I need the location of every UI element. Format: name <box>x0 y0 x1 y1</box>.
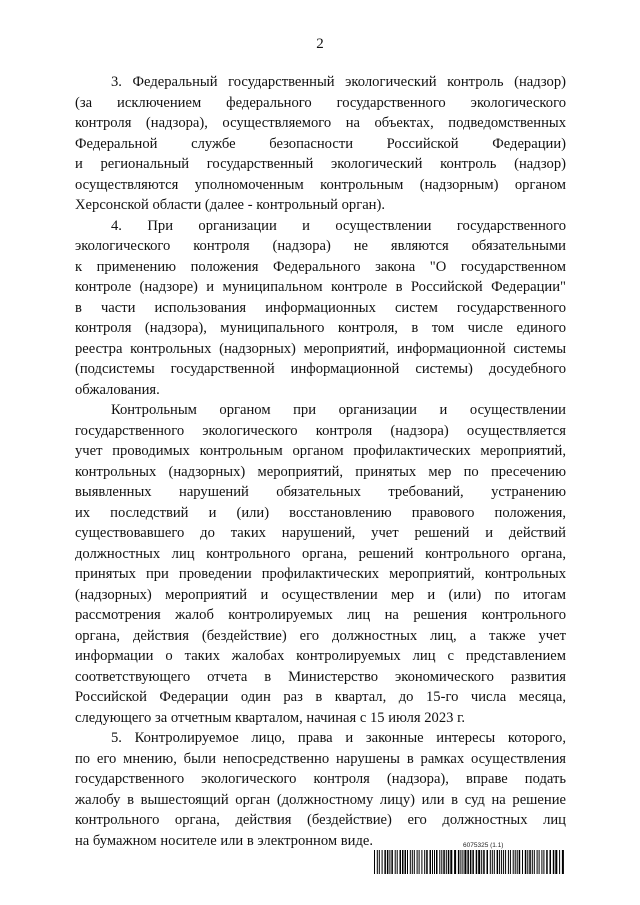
barcode-bar <box>402 850 404 874</box>
barcode-bar <box>430 850 432 874</box>
text-line: учет проводимых контрольным органом профилактических мероприятий, <box>75 443 566 459</box>
text-line: (подсистемы государственной информационной системы) досудебного <box>75 361 566 377</box>
barcode-bar <box>527 850 528 874</box>
barcode-bar <box>505 850 506 874</box>
barcode-bar <box>424 850 425 874</box>
barcode-bar <box>464 850 466 874</box>
text-line: их последствий и (или) восстановлению правового положения, <box>75 504 566 521</box>
text-line: государственного экологического контроля (надзора), вправе подать <box>75 771 566 787</box>
text-line: Федеральной службе безопасности Российской Федерации) <box>75 135 566 152</box>
barcode-bar <box>478 850 480 874</box>
text-line: должностных лиц контрольного органа, решений контрольного органа, <box>75 545 566 562</box>
paragraph-first-line: 3. Федеральный государственный экологический контроль (надзор) <box>111 74 566 90</box>
barcode-bar <box>434 850 435 874</box>
page-number: 2 <box>316 36 324 52</box>
document-body <box>75 72 566 851</box>
text-line: в части использования информационных систем государственного <box>75 299 566 316</box>
document-reference-number: 6075325 (1.1) <box>463 842 504 849</box>
barcode-bar <box>432 850 433 874</box>
barcode-bar <box>515 850 516 874</box>
text-line: принятых при проведении профилактических мероприятий, контрольных <box>75 566 566 582</box>
barcode-bar <box>443 850 445 874</box>
barcode-bar <box>541 850 542 874</box>
barcode-bar <box>513 850 514 874</box>
barcode-bar <box>417 850 418 874</box>
barcode-bar <box>410 850 411 874</box>
barcode-bar <box>555 850 557 874</box>
text-line: контрольного органа, действия (бездействие) его должностных лиц <box>75 812 566 828</box>
barcode-bar <box>503 850 504 874</box>
barcode-bar <box>436 850 438 874</box>
barcode-bar <box>534 850 535 874</box>
barcode-bar <box>519 850 521 874</box>
text-line: Российской Федерации один раз в квартал, до 15-го числа месяца, <box>75 689 566 705</box>
barcode-bar <box>476 850 478 874</box>
barcode-bar <box>517 850 518 874</box>
barcode-bar <box>407 850 408 874</box>
barcode-bar <box>391 850 393 874</box>
paragraph-first-line: 4. При организации и осуществлении государственного <box>111 217 566 234</box>
barcode-bar <box>483 850 485 874</box>
text-line: обжалования. <box>75 381 160 398</box>
text-line: контроле (надзоре) и муниципальном контроле в Российской Федерации" <box>75 279 566 295</box>
barcode-bar <box>537 850 538 874</box>
barcode-bar <box>441 850 442 874</box>
text-line: контрольных (надзорных) мероприятий, принятых мер по пресечению <box>75 463 566 480</box>
barcode-bar <box>446 850 447 874</box>
barcode-bar <box>525 850 527 874</box>
barcode-bar <box>412 850 413 874</box>
text-line: (за исключением федерального государственного экологического <box>75 94 566 111</box>
text-line: экологического контроля (надзора) не являются обязательными <box>75 238 566 254</box>
text-line: выявленных нарушений обязательных требований, устранению <box>75 484 566 500</box>
barcode-bar <box>382 850 383 874</box>
barcode-bar <box>539 850 540 874</box>
barcode-bar <box>543 850 544 874</box>
text-line: осуществляются уполномоченным контрольным (надзорным) органом <box>75 176 566 193</box>
barcode-bar <box>490 850 491 874</box>
text-line: на бумажном носителе или в электронном виде. <box>75 832 374 849</box>
barcode-bar <box>397 850 398 874</box>
barcode-bar <box>426 850 428 874</box>
barcode-bar <box>450 850 452 874</box>
text-line: реестра контрольных (надзорных) мероприятий, информационной системы <box>75 340 566 357</box>
barcode-bar <box>522 850 523 874</box>
barcode-bar <box>414 850 415 874</box>
text-line: государственного экологического контроля (надзора) осуществляется <box>75 422 566 439</box>
barcode <box>374 850 566 874</box>
text-line: следующего за отчетным кварталом, начиная с 15 июля 2023 г. <box>75 709 466 726</box>
text-line: к применению положения Федерального закона "О государственном <box>75 258 566 275</box>
barcode-bar <box>374 850 375 874</box>
barcode-bar <box>439 850 440 874</box>
barcode-bar <box>377 850 378 874</box>
barcode-bar <box>550 850 552 874</box>
text-line: существовавшего до таких нарушений, учет решений и действий <box>75 525 566 541</box>
barcode-bar <box>559 850 560 874</box>
barcode-bar <box>508 850 509 874</box>
barcode-bar <box>532 850 533 874</box>
text-line: информации о таких жалобах контролируемых лиц с представлением <box>75 648 566 664</box>
barcode-bar <box>462 850 463 874</box>
barcode-bar <box>481 850 482 874</box>
barcode-bar <box>499 850 500 874</box>
barcode-bar <box>387 850 389 874</box>
barcode-bar <box>497 850 499 874</box>
text-line: и региональный государственный экологический контроль (надзор) <box>75 156 566 172</box>
barcode-bar <box>546 850 548 874</box>
text-line: контроля (надзора), осуществляемого на объектах, подведомственных <box>75 115 566 131</box>
paragraph-first-line: 5. Контролируемое лицо, права и законные интересы которого, <box>111 730 566 746</box>
barcode-bar <box>389 850 390 874</box>
barcode-bar <box>454 850 456 874</box>
barcode-bar <box>400 850 402 874</box>
text-line: Херсонской области (далее - контрольный орган). <box>75 197 385 213</box>
barcode-bar <box>405 850 407 874</box>
barcode-bar <box>395 850 396 874</box>
barcode-bar <box>419 850 420 874</box>
text-line: органа, действия (бездействие) его должностных лиц, а также учет <box>75 627 566 644</box>
barcode-bar <box>470 850 472 874</box>
barcode-bar <box>510 850 511 874</box>
barcode-bar <box>529 850 531 874</box>
barcode-bar <box>553 850 555 874</box>
barcode-bar <box>494 850 495 874</box>
barcode-bar <box>421 850 422 874</box>
text-line: по его мнению, были непосредственно нарушены в рамках осуществления <box>75 750 566 767</box>
paragraph-first-line: Контрольным органом при организации и осуществлении <box>111 402 566 418</box>
barcode-bar <box>448 850 450 874</box>
text-line: соответствующего отчета в Министерство экономического развития <box>75 668 566 685</box>
barcode-bar <box>562 850 564 874</box>
text-line: рассмотрения жалоб контролируемых лиц на решения контрольного <box>75 607 566 623</box>
barcode-bar <box>501 850 502 874</box>
barcode-bar <box>460 850 461 874</box>
barcode-bar <box>467 850 469 874</box>
barcode-bar <box>458 850 460 874</box>
text-line: (надзорных) мероприятий и осуществлении мер и (или) по итогам <box>75 586 566 603</box>
text-line: контроля (надзора), муниципального контроля, в том числе единого <box>75 320 566 336</box>
barcode-bar <box>487 850 489 874</box>
barcode-bar <box>472 850 474 874</box>
barcode-bar <box>492 850 493 874</box>
barcode-bar <box>384 850 386 874</box>
text-line: жалобу в вышестоящий орган (должностному лицу) или в суд на решение <box>75 791 566 808</box>
barcode-bar <box>379 850 380 874</box>
